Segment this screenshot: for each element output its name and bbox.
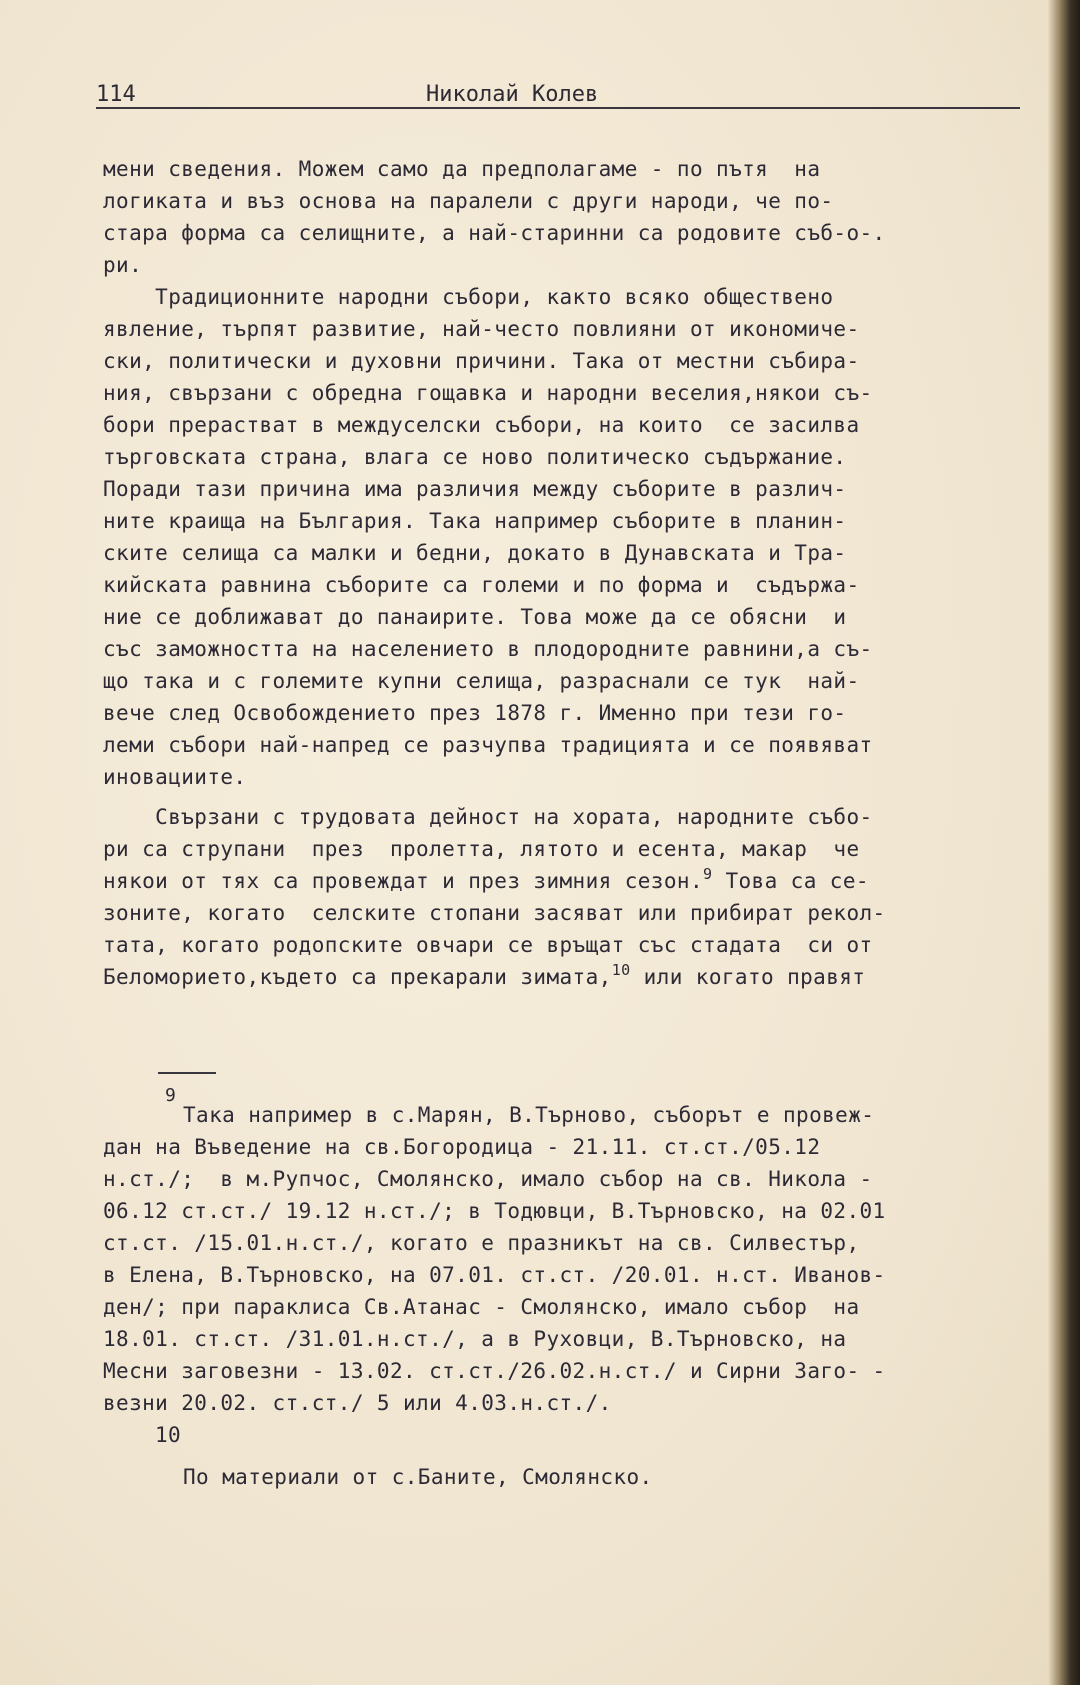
body-line: тата, когато родопските овчари се връщат със стадата си от [103, 933, 873, 957]
page-header [96, 82, 1020, 110]
body-line: вече след Освобождението през 1878 г. Именно при тези го- [103, 701, 847, 725]
footnote-ref-9: 9 [702, 865, 713, 883]
body-line: Поради тази причина има различия между съборите в различ- [103, 477, 847, 501]
body-line: логиката и въз основа на паралели с други народи, че по- [103, 189, 834, 213]
body-line: ските селища са малки и бедни, докато в Дунавската и Тра- [103, 541, 847, 565]
footnote-marker-9: 9 [165, 1085, 177, 1106]
body-line: търговската страна, влага се ново политическо съдържание. [103, 445, 847, 469]
body-line-text: Беломорието,където са прекарали зимата, [103, 965, 612, 989]
footnote-ref-10: 10 [611, 961, 631, 979]
footnote-marker-10: 10 [155, 1423, 182, 1447]
body-line: зоните, когато селските стопани засяват или прибират рекол- [103, 901, 886, 925]
book-spine-edge [1048, 0, 1080, 1685]
body-line: иновациите. [103, 765, 247, 789]
footnote-line: Месни заговезни - 13.02. ст.ст./26.02.н.ст./ и Сирни Заго- - [103, 1359, 886, 1383]
body-line: леми събори най-напред се разчупва традицията и се появяват [103, 733, 873, 757]
header-rule [96, 107, 1020, 109]
footnote-line: Така например в с.Марян, В.Търново, съборът е провеж- [183, 1103, 875, 1127]
page-number: 114 [96, 82, 136, 107]
footnote-line: 06.12 ст.ст./ 19.12 н.ст./; в Тодювци, В.Търновско, на 02.01 [103, 1199, 886, 1223]
body-line-text: или когато правят [630, 965, 866, 989]
footnote-rule [158, 1072, 216, 1074]
body-line: ния, свързани с обредна гощавка и народни веселия,някои съ- [103, 381, 873, 405]
footnote-line: 18.01. ст.ст. /31.01.н.ст./, а в Руховци, В.Търновско, на [103, 1327, 847, 1351]
body-line: кийската равнина съборите са големи и по форма и съдържа- [103, 573, 860, 597]
footnote-line: в Елена, В.Търновско, на 07.01. ст.ст. /20.01. н.ст. Иванов- [103, 1263, 886, 1287]
footnote-line: По материали от с.Баните, Смолянско. [183, 1465, 653, 1489]
footnote-line: везни 20.02. ст.ст./ 5 или 4.03.н.ст./. [103, 1391, 612, 1415]
footnote-line: ст.ст. /15.01.н.ст./, когато е празникът на св. Силвестър, [103, 1231, 860, 1255]
body-line: ри са струпани през пролетта, лятото и есента, макар че [103, 837, 860, 861]
footnote-line: ден/; при параклиса Св.Атанас - Смолянско, имало събор на [103, 1295, 860, 1319]
body-line [103, 865, 869, 897]
footnote-line: н.ст./; в м.Рупчос, Смолянско, имало събор на св. Никола - [103, 1167, 873, 1191]
footnote-line: дан на Въведение на св.Богородица - 21.11. ст.ст./05.12 [103, 1135, 821, 1159]
body-line: що така и с големите купни селища, разраснали се тук най- [103, 669, 860, 693]
body-line: стара форма са селищните, а най-старинни са родовите съб-о-. [103, 221, 886, 245]
body-line: Традиционните народни събори, както всяко обществено [103, 285, 834, 309]
body-line: Свързани с трудовата дейност на хората, народните събо- [103, 805, 873, 829]
body-line-text: Това са се- [712, 869, 869, 893]
body-line: мени сведения. Можем само да предполагаме - по пътя на [103, 157, 821, 181]
body-line: ски, политически и духовни причини. Така от местни събира- [103, 349, 860, 373]
body-line: явление, търпят развитие, най-често повлияни от икономиче- [103, 317, 860, 341]
body-line: бори прерастват в междуселски събори, на които се засилва [103, 413, 860, 437]
body-line-text: някои от тях са провеждат и през зимния сезон. [103, 869, 703, 893]
running-title: Николай Колев [426, 82, 599, 107]
body-line: със заможността на населението в плодородните равнини,а съ- [103, 637, 873, 661]
body-line: ри. [103, 253, 143, 277]
body-line: ните краища на България. Така например съборите в планин- [103, 509, 847, 533]
body-line: ние се доближават до панаирите. Това може да се обясни и [103, 605, 847, 629]
body-line [103, 961, 865, 993]
